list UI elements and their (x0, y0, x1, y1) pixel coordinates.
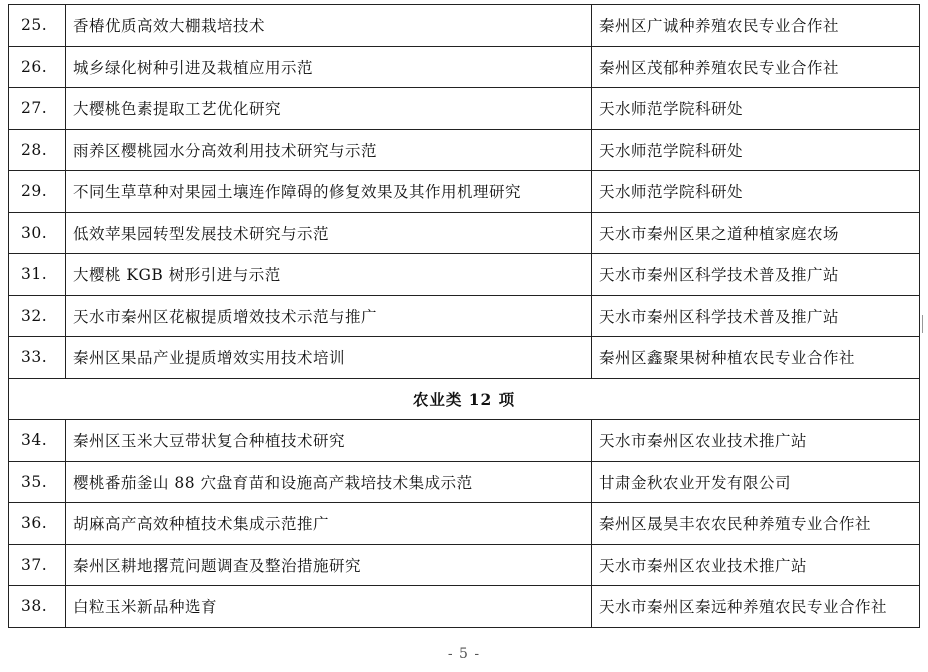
organization: 天水师范学院科研处 (592, 171, 920, 213)
project-name: 白粒玉米新品种选育 (66, 586, 592, 628)
section-header-row (9, 378, 920, 420)
project-name: 低效苹果园转型发展技术研究与示范 (66, 212, 592, 254)
project-table (8, 4, 920, 628)
page-edge-marker (922, 315, 927, 333)
organization: 甘肃金秋农业开发有限公司 (592, 461, 920, 503)
project-name: 香椿优质高效大棚栽培技术 (66, 5, 592, 47)
row-number: 38. (9, 586, 66, 628)
project-name: 秦州区玉米大豆带状复合种植技术研究 (66, 420, 592, 462)
organization: 天水市秦州区科学技术普及推广站 (592, 254, 920, 296)
table-row (9, 46, 920, 88)
table-row (9, 5, 920, 47)
table-row (9, 295, 920, 337)
project-name: 秦州区耕地撂荒问题调查及整治措施研究 (66, 544, 592, 586)
project-name: 胡麻高产高效种植技术集成示范推广 (66, 503, 592, 545)
organization: 天水市秦州区科学技术普及推广站 (592, 295, 920, 337)
project-name: 雨养区樱桃园水分高效利用技术研究与示范 (66, 129, 592, 171)
table-row (9, 129, 920, 171)
organization: 秦州区鑫聚果树种植农民专业合作社 (592, 337, 920, 379)
row-number: 34. (9, 420, 66, 462)
organization: 天水师范学院科研处 (592, 88, 920, 130)
table-row (9, 544, 920, 586)
table-row (9, 461, 920, 503)
organization: 天水市秦州区农业技术推广站 (592, 544, 920, 586)
project-name: 天水市秦州区花椒提质增效技术示范与推广 (66, 295, 592, 337)
project-name: 大樱桃色素提取工艺优化研究 (66, 88, 592, 130)
table-row (9, 254, 920, 296)
organization: 秦州区广诚种养殖农民专业合作社 (592, 5, 920, 47)
page-number: - 5 - (447, 646, 481, 662)
row-number: 29. (9, 171, 66, 213)
table-row (9, 88, 920, 130)
organization: 天水市秦州区果之道种植家庭农场 (592, 212, 920, 254)
table-row (9, 171, 920, 213)
organization: 天水市秦州区秦远种养殖农民专业合作社 (592, 586, 920, 628)
organization: 秦州区晟昊丰农农民种养殖专业合作社 (592, 503, 920, 545)
row-number: 33. (9, 337, 66, 379)
organization: 天水师范学院科研处 (592, 129, 920, 171)
project-name: 不同生草草种对果园土壤连作障碍的修复效果及其作用机理研究 (66, 171, 592, 213)
row-number: 35. (9, 461, 66, 503)
row-number: 26. (9, 46, 66, 88)
row-number: 25. (9, 5, 66, 47)
organization: 秦州区茂郁种养殖农民专业合作社 (592, 46, 920, 88)
organization: 天水市秦州区农业技术推广站 (592, 420, 920, 462)
project-name: 大樱桃 KGB 树形引进与示范 (66, 254, 592, 296)
row-number: 27. (9, 88, 66, 130)
row-number: 36. (9, 503, 66, 545)
table-row (9, 212, 920, 254)
table-row (9, 337, 920, 379)
row-number: 31. (9, 254, 66, 296)
table-row (9, 586, 920, 628)
project-name: 秦州区果品产业提质增效实用技术培训 (66, 337, 592, 379)
project-name: 樱桃番茄釜山 88 穴盘育苗和设施高产栽培技术集成示范 (66, 461, 592, 503)
row-number: 28. (9, 129, 66, 171)
row-number: 37. (9, 544, 66, 586)
project-name: 城乡绿化树种引进及栽植应用示范 (66, 46, 592, 88)
row-number: 30. (9, 212, 66, 254)
table-row (9, 503, 920, 545)
row-number: 32. (9, 295, 66, 337)
table-row (9, 420, 920, 462)
section-title: 农业类 12 项 (9, 378, 920, 420)
